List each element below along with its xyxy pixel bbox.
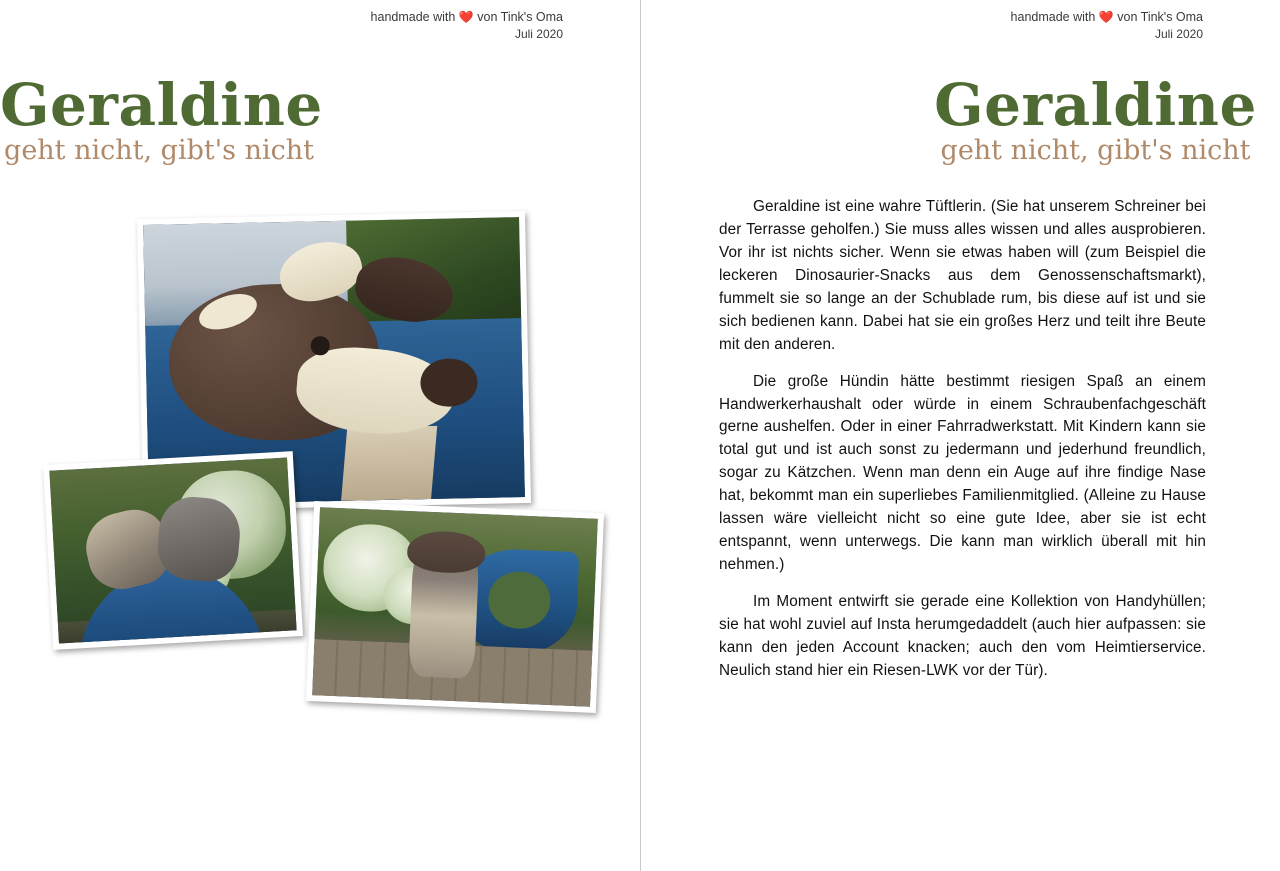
photo-image bbox=[49, 457, 296, 643]
paragraph: Im Moment entwirft sie gerade eine Kollektion von Handyhüllen; sie hat wohl zuviel auf Insta herumgedaddelt (auch hier aufpassen: sie kann den jeden Account knacken; auch den vom Heimtierservice. Neulich stand hier ein Riesen-LWK vor der Tür). bbox=[719, 593, 1206, 679]
page-title-left: Geraldine bbox=[0, 71, 323, 139]
photo-two-toys-on-arch bbox=[43, 451, 303, 650]
page-title-right: Geraldine bbox=[934, 71, 1257, 139]
running-head-prefix: handmade with bbox=[1010, 10, 1096, 24]
running-head-date: Juli 2020 bbox=[1154, 27, 1203, 42]
photo-standing-toy-letter-g bbox=[306, 501, 604, 713]
photo-collage bbox=[40, 215, 615, 725]
running-head-right bbox=[1011, 8, 1203, 44]
photo-toy-nose bbox=[420, 358, 477, 407]
running-head-suffix: von Tink's Oma bbox=[1117, 10, 1203, 24]
page-subtitle-right: geht nicht, gibt's nicht bbox=[940, 135, 1251, 166]
running-head-prefix: handmade with bbox=[370, 10, 456, 24]
running-head-date: Juli 2020 bbox=[514, 27, 563, 42]
heart-icon: ❤️ bbox=[1098, 10, 1114, 24]
running-head-suffix: von Tink's Oma bbox=[477, 10, 563, 24]
running-head-left bbox=[371, 8, 563, 44]
heart-icon: ❤️ bbox=[458, 10, 474, 24]
page-subtitle-left: geht nicht, gibt's nicht bbox=[4, 135, 314, 166]
paragraph: Die große Hündin hätte bestimmt riesigen Spaß an einem Handwerkerhaushalt oder würde in einem Schraubenfachgeschäft gerne aushelfen. Oder in einer Fahrradwerkstatt. Mit Kindern kann sie total gut und ist auch sonst zu jedermann und jederhund freundlich, sogar zu Kätzchen. Wenn man denn ein Auge auf ihre findige Nase hat, bekommt man ein superliebes Familienmitglied. (Alleine zu Hause lassen wäre vielleicht nicht so eine gute Idee, aber sie ist echt entspannt, wenn unterwegs. Die kann man wirklich überall mit hin nehmen.) bbox=[719, 372, 1206, 574]
right-page bbox=[640, 0, 1280, 871]
body-text bbox=[719, 196, 1206, 683]
photo-wood-block bbox=[341, 426, 437, 501]
photo-toy-right bbox=[155, 494, 243, 584]
paragraph: Geraldine ist eine wahre Tüftlerin. (Sie hat unserem Schreiner bei der Terrasse geholfen.) Sie muss alles wissen und alles ausprobieren. Vor ihr ist nichts sicher. Wenn sie etwas haben will (zum Beispiel die leckeren Dinosaurier-Snacks aus dem Genossenschaftsmarkt), fummelt sie so lange an der Schublade rum, bis diese auf ist und sie sich bedienen kann. Dabei hat sie ein großes Herz und teilt ihre Beute mit den anderen. bbox=[719, 198, 1206, 353]
photo-image bbox=[312, 507, 598, 706]
